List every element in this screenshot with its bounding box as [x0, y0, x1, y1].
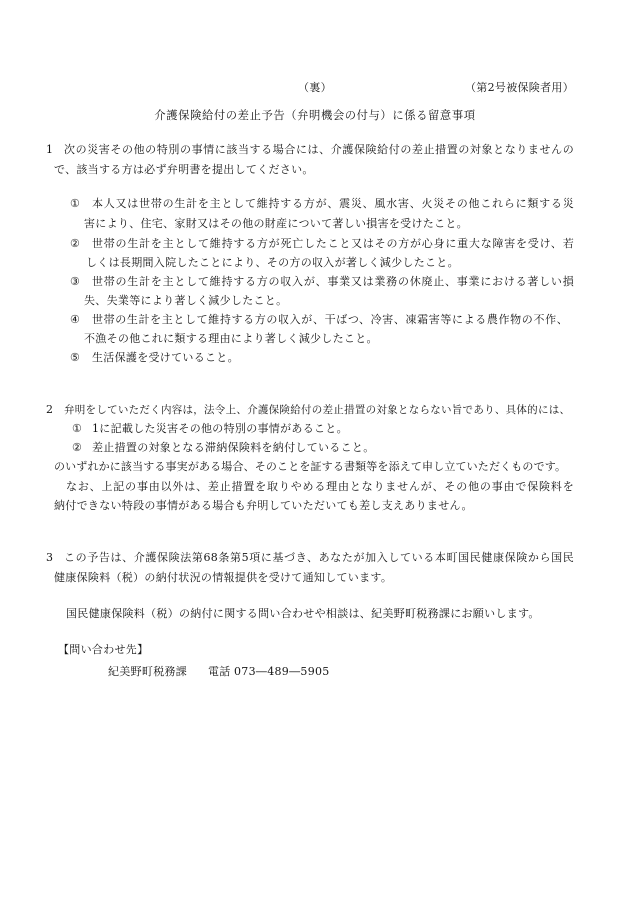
section-1-intro-line: で、該当する方は必ず弁明書を提出してください。: [54, 163, 314, 176]
item-line: 世帯の生計を主として維持する方の収入が、干ばつ、冷害、凍霜害等による農作物の不作、: [92, 313, 568, 326]
section-3-number: 3: [46, 551, 54, 564]
item-mark: ②: [72, 441, 83, 454]
item-line: 害により、住宅、家財又はその他の財産について著しい損害を受けたこと。: [84, 217, 468, 230]
contact-phone-number: 073―489―5905: [234, 665, 330, 678]
item-mark: ④: [70, 313, 81, 326]
item-line: 世帯の生計を主として維持する方の収入が、事業又は業務の休廃止、事業における著しい損: [92, 275, 574, 288]
section-2-number: 2: [46, 403, 54, 416]
audience-label: （第2号被保険者用）: [465, 81, 574, 94]
document-title: 介護保険給付の差止予告（弁明機会の付与）に係る留意事項: [154, 109, 476, 122]
section-2-conclusion: のいずれかに該当する事実がある場合、そのことを証する書類等を添えて申し立ていただくものです。: [54, 460, 566, 473]
item-line: しくは長期間入院したことにより、その方の収入が著しく減少したこと。: [86, 256, 459, 269]
contact-department: 紀美野町税務課: [108, 665, 188, 678]
contact-phone-label: 電話: [208, 665, 231, 678]
item-mark: ②: [70, 237, 81, 250]
section-3-line: 健康保険料（税）の納付状況の情報提供を受けて通知しています。: [54, 571, 393, 584]
item-mark: ③: [70, 275, 81, 288]
page-side-label: （裏）: [298, 81, 332, 94]
item-mark: ①: [72, 422, 83, 435]
section-2-note-line: なお、上記の事由以外は、差止措置を取りやめる理由となりませんが、その他の事由で保険料を: [66, 480, 574, 493]
section-2-item: 差止措置の対象となる滞納保険料を納付していること。: [92, 441, 375, 454]
item-line: 本人又は世帯の生計を主として維持する方が、震災、風水害、火災その他これらに類する災: [92, 197, 574, 210]
item-line: 不漁その他これに類する理由により著しく減少したこと。: [84, 332, 378, 345]
section-1-number: 1: [46, 143, 54, 156]
section-1-intro-line: 次の災害その他の特別の事情に該当する場合には、介護保険給付の差止措置の対象となりませんの: [64, 143, 574, 156]
item-mark: ①: [70, 197, 81, 210]
item-line: 生活保護を受けていること。: [92, 351, 239, 364]
section-3-line: この予告は、介護保険法第68条第5項に基づき、あなたが加入している本町国民健康保険から国民: [64, 551, 574, 564]
contact-heading: 【問い合わせ先】: [58, 643, 149, 656]
item-mark: ⑤: [70, 351, 81, 364]
item-line: 世帯の生計を主として維持する方が死亡したこと又はその方が心身に重大な障害を受け、若: [92, 237, 574, 250]
inquiry-note: 国民健康保険料（税）の納付に関する問い合わせや相談は、紀美野町税務課にお願いします。: [66, 607, 540, 620]
section-2-item: 1に記載した災害その他の特別の事情があること。: [92, 422, 348, 435]
item-line: 失、失業等により著しく減少したこと。: [84, 294, 288, 307]
section-2-intro: 弁明をしていただく内容は，法令上、介護保険給付の差止措置の対象とならない旨であり、具体的には、: [64, 404, 570, 416]
section-2-note-line: 納付できない特段の事情がある場合も弁明していただいても差し支えありません。: [54, 499, 473, 512]
